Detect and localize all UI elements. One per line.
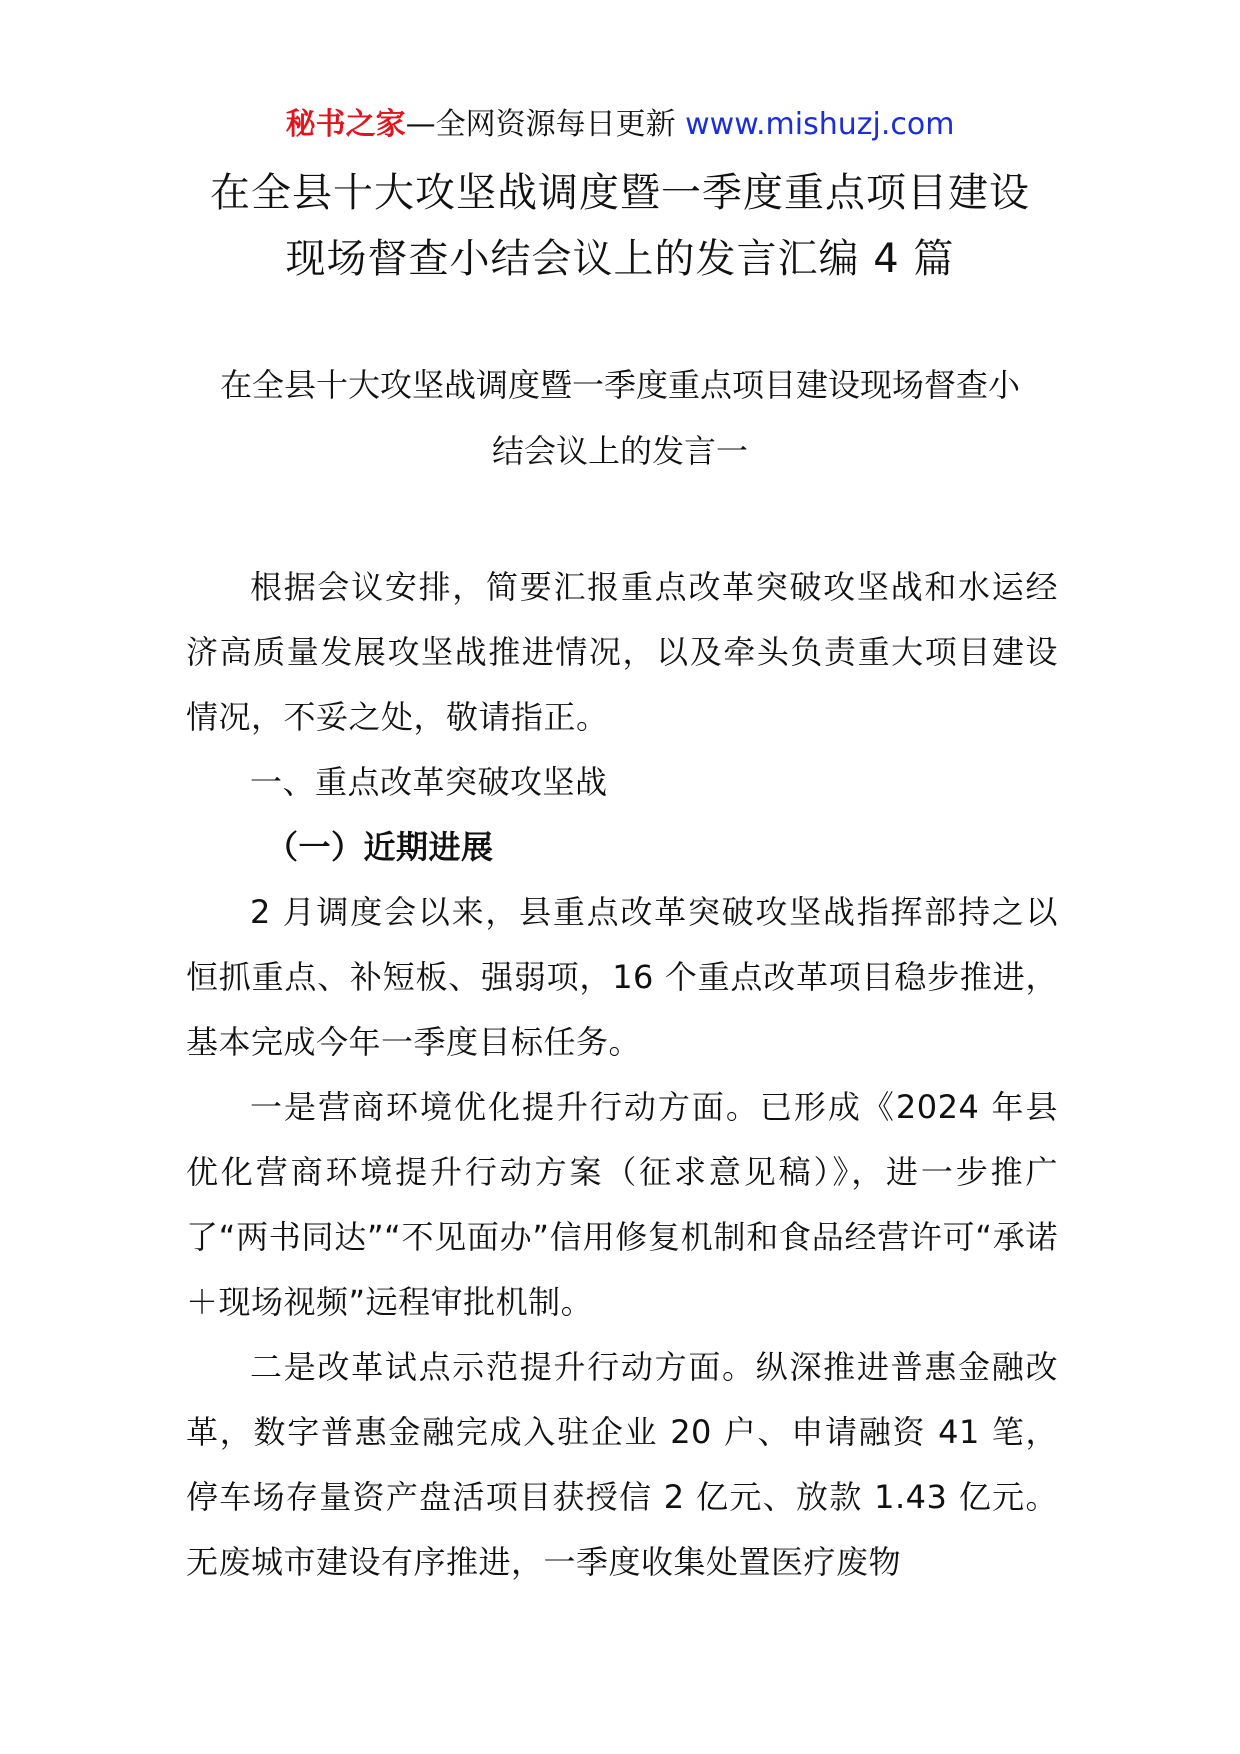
subtitle-line-2: 结会议上的发言一 [491, 432, 748, 470]
body-paragraph: 2 月调度会以来，县重点改革突破攻坚战指挥部持之以恒抓重点、补短板、强弱项，16 个重点改革项目稳步推进，基本完成今年一季度目标任务。 [186, 893, 1058, 1061]
document-title [140, 160, 1100, 292]
site-url-link[interactable]: www.mishuzj.com [685, 107, 955, 142]
body-paragraph: 一是营商环境优化提升行动方面。已形成《2024 年县优化营商环境提升行动方案（征求意见稿）》，进一步推广了“两书同达”“不见面办”信用修复机制和食品经营许可“承诺＋现场视频”远程审批机制。 [186, 1088, 1058, 1321]
subsection-heading: （一）近期进展 [266, 828, 494, 866]
header-tagline: —全网资源每日更新 [405, 107, 686, 142]
site-header [0, 100, 1240, 150]
document-body [186, 555, 1058, 1595]
intro-paragraph: 根据会议安排，简要汇报重点改革突破攻坚战和水运经济高质量发展攻坚战推进情况，以及牵头负责重大项目建设情况，不妥之处，敬请指正。 [186, 568, 1058, 736]
title-line-1: 在全县十大攻坚战调度暨一季度重点项目建设 [210, 170, 1030, 216]
speech-subtitle [160, 352, 1080, 484]
section-heading: 一、重点改革突破攻坚战 [250, 763, 608, 801]
title-line-2: 现场督查小结会议上的发言汇编 4 篇 [285, 236, 955, 282]
brand-name: 秘书之家 [285, 107, 406, 142]
subtitle-line-1: 在全县十大攻坚战调度暨一季度重点项目建设现场督查小 [219, 366, 1020, 404]
body-paragraph: 二是改革试点示范提升行动方面。纵深推进普惠金融改革，数字普惠金融完成入驻企业 20 户、申请融资 41 笔，停车场存量资产盘活项目获授信 2 亿元、放款 1.43 亿元。无废城市建设有序推进，一季度收集处置医疗废物 [186, 1348, 1058, 1581]
